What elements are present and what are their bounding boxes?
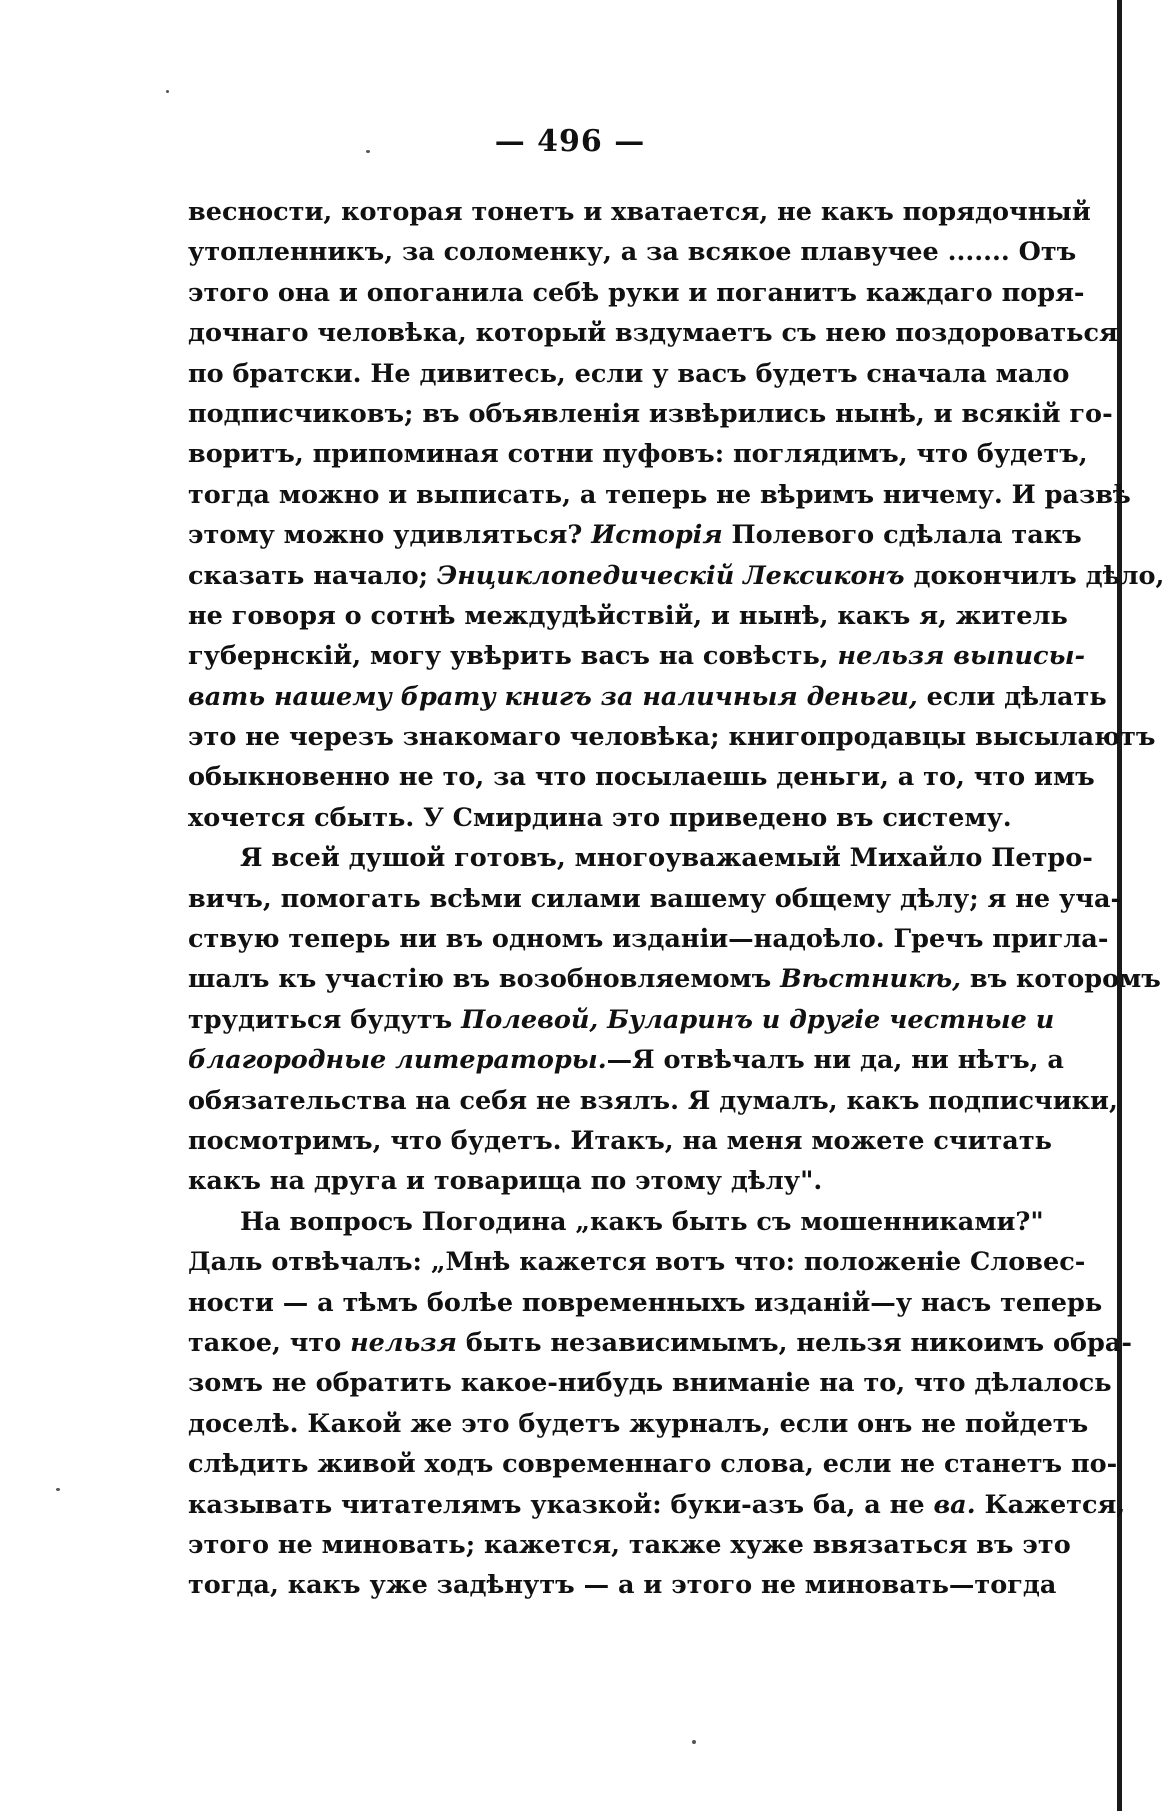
text-line xyxy=(188,717,1156,757)
text-line xyxy=(188,394,1113,434)
page-number: — 496 — xyxy=(494,124,646,159)
text-line xyxy=(188,1121,1052,1161)
text-segment: какъ на друга и товарища по этому дѣлу". xyxy=(188,1166,823,1197)
text-segment: хочется сбыть. У Смирдина это приведено въ систему. xyxy=(188,802,1012,833)
text-segment: не говоря о сотнѣ междудѣйствій, и нынѣ, какъ я, житель xyxy=(188,600,1068,631)
body-text xyxy=(188,192,1164,1606)
text-segment: дочнаго человѣка, который вздумаетъ съ нею поздороваться xyxy=(188,318,1118,349)
italic-text: нельзя xyxy=(350,1327,457,1358)
text-line xyxy=(188,1283,1103,1323)
text-line xyxy=(188,232,1077,272)
italic-text: нельзя выписы- xyxy=(837,641,1086,672)
text-segment: весности, которая тонетъ и хватается, не какъ порядочный xyxy=(188,197,1091,227)
text-line xyxy=(188,838,1093,878)
text-line xyxy=(188,354,1070,394)
text-segment: въ которомъ xyxy=(960,964,1161,995)
text-line xyxy=(188,798,1034,838)
italic-text: Энциклопедическій Лексиконъ xyxy=(436,560,905,591)
text-segment: тогда, какъ уже задѣнутъ — а и этого не миновать—тогда xyxy=(188,1570,1057,1601)
text-line xyxy=(188,1242,1086,1282)
text-segment: этому можно удивляться? xyxy=(188,520,592,551)
text-line xyxy=(188,515,1082,555)
text-line xyxy=(188,1000,1055,1040)
italic-text: Полевой, Булаpинъ и другіе честные и xyxy=(461,1004,1055,1035)
text-segment: утопленникъ, за соломенку, а за всякое плавучее ....... Отъ xyxy=(188,237,1077,268)
text-line xyxy=(188,1525,1071,1565)
text-line xyxy=(188,677,1107,717)
text-line xyxy=(188,879,1122,919)
text-line xyxy=(188,556,1164,596)
text-segment: Полевого сдѣлала такъ xyxy=(722,520,1082,551)
print-speck xyxy=(56,1488,60,1491)
text-line xyxy=(188,1323,1132,1363)
text-segment: Я всей душой готовъ, многоуважаемый Михайло Петро- xyxy=(240,843,1093,874)
text-line xyxy=(188,959,1161,999)
italic-text: ва. xyxy=(933,1489,976,1520)
text-line xyxy=(188,1444,1118,1484)
text-line xyxy=(188,313,1118,353)
text-line xyxy=(188,1040,1064,1080)
text-segment: трудиться будутъ xyxy=(188,1004,462,1035)
text-segment: —Я отвѣчалъ ни да, ни нѣтъ, а xyxy=(606,1045,1064,1076)
text-segment: ствую теперь ни въ одномъ изданіи—надоѣло. Гречъ пригла- xyxy=(188,924,1109,955)
text-segment: докончилъ дѣло, xyxy=(904,560,1164,591)
text-segment: такое, что xyxy=(188,1327,351,1358)
text-line xyxy=(188,919,1109,959)
text-line xyxy=(188,596,1068,636)
text-line xyxy=(188,1363,1112,1403)
text-line xyxy=(188,1081,1118,1121)
text-line xyxy=(188,434,1088,474)
text-segment: этого не миновать; кажется, также хуже ввязаться въ это xyxy=(188,1529,1071,1560)
text-segment: казывать читателямъ указкой: буки-азъ ба, а не xyxy=(188,1489,934,1520)
text-segment: по братски. Не дивитесь, если у васъ будетъ сначала мало xyxy=(188,358,1070,389)
text-segment: посмотримъ, что будетъ. Итакъ, на меня можете считать xyxy=(188,1125,1052,1156)
italic-text: Исторія xyxy=(591,520,723,551)
text-segment: тогда можно и выписать, а теперь не вѣримъ ничему. И развѣ xyxy=(188,479,1131,510)
text-line xyxy=(188,1485,1126,1525)
text-segment: сказать начало; xyxy=(188,560,437,591)
text-line xyxy=(188,757,1095,797)
text-segment: Кажется, xyxy=(975,1489,1126,1520)
text-segment: вичъ, помогать всѣми силами вашему общему дѣлу; я не уча- xyxy=(188,883,1122,914)
text-segment: зомъ не обратить какое-нибудь вниманіе на то, что дѣлалось xyxy=(188,1368,1112,1399)
text-segment: подписчиковъ; въ объявленія извѣрились нынѣ, и всякій го- xyxy=(188,398,1113,429)
text-segment: это не черезъ знакомаго человѣка; книгопродавцы высылаютъ xyxy=(188,722,1156,753)
text-line xyxy=(188,273,1085,313)
text-line xyxy=(188,1161,1034,1201)
text-line xyxy=(188,1565,1057,1605)
italic-text: благородные литераторы. xyxy=(188,1045,607,1076)
text-line xyxy=(188,475,1131,515)
italic-text: Вѣстникѣ, xyxy=(780,964,961,995)
text-segment: обязательства на себя не взялъ. Я думалъ, какъ подписчики, xyxy=(188,1085,1118,1116)
text-segment: шалъ къ участію въ возобновляемомъ xyxy=(188,964,781,995)
print-speck xyxy=(692,1740,696,1744)
text-line xyxy=(188,1404,1089,1444)
text-segment: воритъ, припоминая сотни пуфовъ: поглядимъ, что будетъ, xyxy=(188,439,1088,470)
text-segment: Даль отвѣчалъ: „Мнѣ кажется вотъ что: положеніе Словес- xyxy=(188,1247,1086,1278)
text-segment: слѣдить живой ходъ современнаго слова, если не станетъ по- xyxy=(188,1449,1118,1480)
print-speck xyxy=(166,90,169,93)
text-segment: обыкновенно не то, за что посылаешь деньги, а то, что имъ xyxy=(188,762,1095,793)
text-line xyxy=(188,636,1086,676)
text-segment: этого она и опоганила себѣ руки и поганитъ каждаго поря- xyxy=(188,277,1085,308)
text-segment: если дѣлать xyxy=(917,681,1107,712)
text-segment: быть независимымъ, нельзя никоимъ обра- xyxy=(456,1327,1132,1358)
text-line xyxy=(188,1202,1044,1242)
text-segment: доселѣ. Какой же это будетъ журналъ, если онъ не пойдетъ xyxy=(188,1408,1089,1439)
text-segment: ности — а тѣмъ болѣе повременныхъ изданій—у насъ теперь xyxy=(188,1287,1103,1318)
text-line xyxy=(188,192,1091,232)
text-segment: губернскій, могу увѣрить васъ на совѣсть, xyxy=(188,641,838,672)
italic-text: вать нашему брату книгъ за наличныя деньги, xyxy=(188,681,918,712)
text-segment: На вопросъ Погодина „какъ быть съ мошенниками?" xyxy=(240,1206,1044,1237)
